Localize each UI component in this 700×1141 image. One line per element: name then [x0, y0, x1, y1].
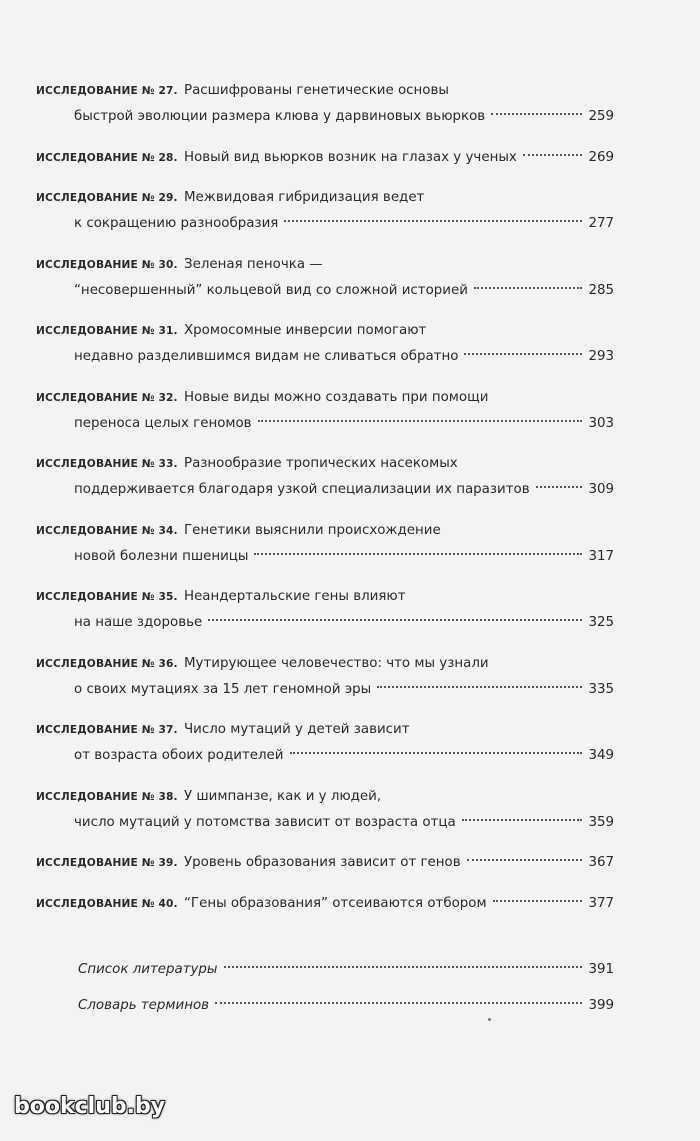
entry-title: Мутирующее человечество: что мы узнали: [184, 655, 489, 671]
toc-entry-33: [36, 451, 614, 503]
toc-entry-38: [36, 784, 614, 836]
entry-title: Число мутаций у детей зависит: [184, 722, 410, 737]
entry-label: ИССЛЕДОВАНИЕ № 39.: [36, 857, 178, 869]
page-number: 269: [588, 149, 614, 165]
entry-title-cont: к сокращению разнообразия: [74, 216, 279, 231]
toc-entry-36: [36, 651, 614, 703]
page-number: 391: [588, 961, 614, 977]
page-number: 303: [588, 415, 614, 431]
leader-dots: [464, 353, 582, 355]
leader-dots: [474, 287, 583, 289]
entry-title-cont: поддерживается благодаря узкой специализации их паразитов: [74, 482, 530, 497]
toc-entry-glossary: [36, 993, 614, 1019]
leader-dots: [536, 486, 583, 488]
back-matter: [36, 957, 614, 1019]
entry-label: ИССЛЕДОВАНИЕ № 28.: [36, 151, 178, 164]
leader-dots: [258, 420, 583, 422]
entry-title: “Гены образования” отсеиваются отбором: [184, 895, 487, 911]
page-number: 367: [588, 855, 614, 870]
entry-title: Разнообразие тропических насекомых: [184, 456, 458, 471]
entry-label: ИССЛЕДОВАНИЕ № 36.: [36, 657, 178, 670]
toc-entry-39: [36, 850, 614, 876]
leader-dots: [290, 752, 583, 754]
entry-title: Межвидовая гибридизация ведет: [184, 190, 425, 205]
leader-dots: [467, 859, 583, 861]
leader-dots: [208, 619, 582, 621]
toc-entry-27: [36, 78, 614, 130]
leader-dots: [523, 154, 583, 156]
page-number: 285: [588, 282, 614, 298]
page-number: 317: [588, 548, 614, 564]
entry-title-cont: число мутаций у потомства зависит от возраста отца: [74, 814, 456, 830]
entry-title-cont: “несовершенный” кольцевой вид со сложной историей: [74, 282, 468, 298]
toc-entry-references: [36, 957, 614, 983]
toc-entry-40: [36, 891, 614, 917]
entry-title: Новый вид вьюрков возник на глазах у ученых: [184, 149, 517, 165]
entry-title: У шимпанзе, как и у людей,: [184, 788, 382, 804]
entry-label: ИССЛЕДОВАНИЕ № 31.: [36, 325, 178, 337]
toc-entry-35: [36, 584, 614, 636]
entry-title: Список литературы: [78, 961, 218, 977]
leader-dots: [224, 966, 583, 968]
toc-entry-37: [36, 717, 614, 769]
toc-entry-28: [36, 145, 614, 171]
page-number: 293: [588, 349, 614, 364]
entry-title: Зеленая пеночка —: [184, 256, 323, 272]
entry-title: Генетики выяснили происхождение: [184, 522, 441, 538]
page-number: 399: [588, 997, 614, 1013]
toc-entry-30: [36, 252, 614, 304]
print-speck: [488, 1018, 491, 1021]
entry-title: Хромосомные инверсии помогают: [184, 323, 427, 338]
entry-title: Словарь терминов: [78, 997, 210, 1013]
entry-title-cont: от возраста обоих родителей: [74, 748, 284, 763]
entry-title-cont: на наше здоровье: [74, 615, 203, 630]
page-number: 259: [588, 109, 614, 124]
entry-label: ИССЛЕДОВАНИЕ № 40.: [36, 897, 178, 910]
entry-title: Расшифрованы генетические основы: [184, 83, 449, 98]
leader-dots: [491, 113, 582, 115]
watermark: bookclub.by: [14, 1094, 166, 1119]
leader-dots: [254, 553, 582, 555]
entry-label: ИССЛЕДОВАНИЕ № 38.: [36, 790, 178, 803]
page-number: 335: [588, 681, 614, 697]
toc-entry-32: [36, 385, 614, 437]
page-number: 309: [588, 482, 614, 497]
page-number: 349: [588, 748, 614, 763]
entry-label: ИССЛЕДОВАНИЕ № 37.: [36, 724, 178, 736]
leader-dots: [493, 900, 583, 902]
entry-label: ИССЛЕДОВАНИЕ № 32.: [36, 391, 178, 404]
page-number: 377: [588, 895, 614, 911]
entry-label: ИССЛЕДОВАНИЕ № 34.: [36, 524, 178, 537]
toc-entry-29: [36, 185, 614, 237]
entry-label: ИССЛЕДОВАНИЕ № 27.: [36, 85, 178, 97]
entry-label: ИССЛЕДОВАНИЕ № 35.: [36, 591, 178, 603]
entry-title-cont: недавно разделившимся видам не сливаться обратно: [74, 349, 459, 364]
entry-title-cont: быстрой эволюции размера клюва у дарвиновых вьюрков: [74, 109, 486, 124]
leader-dots: [462, 819, 583, 821]
entry-title-cont: о своих мутациях за 15 лет геномной эры: [74, 681, 372, 697]
toc-entry-34: [36, 518, 614, 570]
entry-title: Уровень образования зависит от генов: [184, 855, 461, 870]
entry-label: ИССЛЕДОВАНИЕ № 30.: [36, 258, 178, 271]
leader-dots: [377, 686, 582, 688]
entry-title-cont: переноса целых геномов: [74, 415, 252, 431]
leader-dots: [284, 220, 582, 222]
entry-title: Новые виды можно создавать при помощи: [184, 389, 489, 405]
page-number: 325: [588, 615, 614, 630]
entry-title: Неандертальские гены влияют: [184, 589, 406, 604]
table-of-contents: [36, 78, 614, 1029]
leader-dots: [215, 1002, 582, 1004]
entry-label: ИССЛЕДОВАНИЕ № 29.: [36, 192, 178, 204]
entry-title-cont: новой болезни пшеницы: [74, 548, 249, 564]
page-number: 359: [588, 814, 614, 830]
page-number: 277: [588, 216, 614, 231]
entry-label: ИССЛЕДОВАНИЕ № 33.: [36, 458, 178, 470]
toc-entry-31: [36, 318, 614, 370]
